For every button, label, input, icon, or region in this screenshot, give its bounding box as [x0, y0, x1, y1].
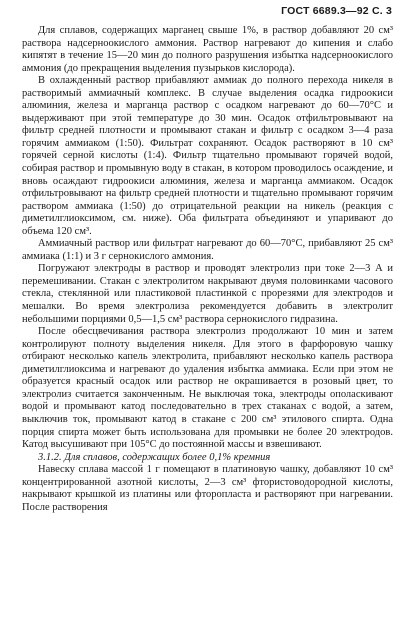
- document-body: [22, 25, 393, 514]
- paragraph-electrolysis: Погружают электроды в раствор и проводят электролиз при токе 2—3 А и перемешивании. Стакан с электролитом накрывают двумя половинками часового стекла, стеклянной или пластиковой пластинкой с прорезями для электродов и мешалки. Во время электролиза рекомендуется добавить в электролит небольшими порциями 0,5—1,5 см³ раствора сернокислого гидразина.: [22, 263, 393, 325]
- section-heading: 3.1.2. Для сплавов, содержащих более 0,1% кремния: [38, 451, 271, 463]
- paragraph-ammonia-solution: Аммиачный раствор или фильтрат нагревают до 60—70°С, прибавляют 25 см³ аммиака (1:1) и 3 г сернокислого аммония.: [22, 238, 393, 262]
- paragraph-manganese: Для сплавов, содержащих марганец свыше 1%, в раствор добавляют 20 см³ раствора надсерноокислого аммония. Раствор нагревают до кипения и слабо кипятят в течение 15—20 мин до полного разрушения избытка надсерноокислого аммония (до прекращения выделения пузырьков кислорода).: [22, 25, 393, 74]
- paragraph-ammonia-precipitation: В охлажденный раствор прибавляют аммиак до полного перехода никеля в растворимый аммиачный комплекс. В случае выделения осадка гидроокиси алюминия, железа и марганца раствор с осадком нагревают до 60—70°С и выдерживают при этой температуре до 30 мин. Осадок отфильтровывают на фильтр средней плотности и промывают стакан и фильтр с осадком 3—4 раза горячим аммиаком (1:50). Фильтрат сохраняют. Осадок растворяют в 10 см³ горячей серной кислоты (1:4). Фильтр тщательно промывают горячей водой, собирая раствор и промывную воду в стакан, в котором проводилось осаждение, и вновь осаждают гидроокиси алюминия, железа и марганца аммиаком. Осадок отфильтровывают на фильтр средней плотности и тщательно промывают горячим раствором аммиака (1:50) до отрицательной реакции на никель (реакция с диметилглиоксимом, см. ниже). Оба фильтрата объединяют и упаривают до объема 120 см³.: [22, 75, 393, 237]
- page-header: ГОСТ 6689.3—92 С. 3: [281, 5, 392, 17]
- paragraph-sample: Навеску сплава массой 1 г помещают в платиновую чашку, добавляют 10 см³ концентрированной азотной кислоты, 2—3 см³ фтористоводородной кислоты, накрывают крышкой из платины или фторопласта и растворяют при нагревании. После растворения: [22, 464, 393, 513]
- paragraph-completion: После обесцвечивания раствора электролиз продолжают 10 мин и затем контролируют полноту выделения никеля. Для этого в фарфоровую чашку отбирают несколько капель электролита, прибавляют несколько капель раствора диметилглиоксима и нагревают до удаления избытка аммиака. Если при этом не образуется красный осадок или раствор не окрашивается в розовый цвет, то электролиз считается законченным. Не выключая тока, электроды ополаскивают водой и промывают катод последовательно в трех стаканах с водой, а затем, выключив ток, промывают катод в стакане с 200 см³ этилового спирта. Одна порция спирта может быть использована для промывки не более 20 электродов. Катод высушивают при 105°С до постоянной массы и взвешивают.: [22, 326, 393, 451]
